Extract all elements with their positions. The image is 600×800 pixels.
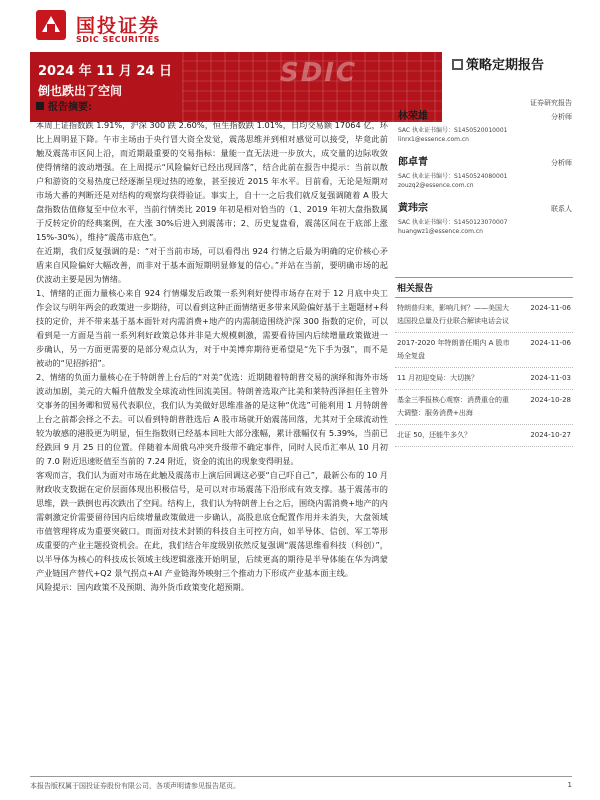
- report-title: 倒也跌出了空间: [38, 84, 123, 98]
- analyst-name: 林荣雄: [398, 111, 428, 122]
- analyst-card: [398, 107, 572, 143]
- paragraph: 客观而言，我们认为面对市场在此触及震荡市上演后回调这必要“自己吓自己”，最新公布的 10 月财政收支数据在定价层面体现出积极信号，是可以对市场震荡下沿形成有效支撑。基于震荡市的思维，跌一跌倒也再次跌出了空间。结构上，我们认为特朗普上台之后，围绕内需消费+地产的内需刺激定价需要留待国内后续增量政策做进一步确认，高股息底仓配置作用并未消失，大盘领域市值管理将成为重要突破口。而面对技术封锁的科技自主可控方向，如半导体、信创、军工等形成重要的产业主题投资机会。在此，我们结合年度级别依然反复强调“震荡思维看科技（科创）”，以半导体为核心的科技成长领域主线逻辑涨涨开始明显，后续更高的期待是半导体能在华为鸿蒙产业链国产替代+Q2 景气拐点+AI 产业链海外映射三个推动力下形成产业基本面主线。: [36, 470, 388, 578]
- related-report-item[interactable]: [395, 333, 573, 368]
- analyst-role: 分析师: [551, 159, 572, 167]
- related-report-item[interactable]: [395, 298, 573, 333]
- paragraph: 本周上证指数跌 1.91%，沪深 300 跌 2.60%，恒生指数跌 1.01%，日均交易额 17064 亿，环比上周明显下降。午市主场由于央行冒大资全发觉，震荡思维并到相对感觉可以接受，毕竟此前触及震荡市区间上沿，而近期最重要的交易指标：量能一直无法进一步放大，成交量的边际收敛使得情绪的波动增强。在上周提示“风险偏好已经出现回落”，结合此前在报告中提示：当前以散户和游资的交易热度已经逐渐呈现过热的迹象，甚至接近 2015 年水平。目前看，无论是短期对市场大番的判断还是对结构的观察均获得验证。事实上，自十一之后我们就反复强调随着 A 股大盘指数估值修复至中位水平，当前行情类比 2019 年初是相对恰当的（1、2019 年初大盘指数属于反转定价的经典案例，在大涨 30%后进入到震荡市；2、历史复盘看，震荡区间在于底部上涨 15%-30%），维持“震荡市底色”。: [36, 120, 388, 242]
- report-type-label: 策略定期报告: [466, 58, 545, 73]
- related-reports-title: 相关报告: [395, 277, 573, 298]
- analyst-card: [398, 199, 572, 235]
- paragraph: 在近期，我们反复强调的是：“对于当前市场，可以看得出 924 行情之后最为明确的定价核心矛盾来自风险偏好大幅改善，而非对于基本面短期明显修复的信心。”并站在当前，要明确市场的起伏波动主要是因为情绪。: [36, 246, 388, 284]
- related-report-date: 2024-11-06: [530, 339, 571, 347]
- analyst-role: 联系人: [551, 205, 572, 213]
- paragraph: 2、情绪的负面力量核心在于特朗普上台后的“对美”优选：近期随着特朗普交易的演绎和海外市场波动加剧，美元的大幅升值散发全球流动性回流美国。特朗普选取产比美和莱特西泽担任主管外交事务的国务卿和贸易代表职位，我们认为美做好思维准备的是这种“优选”可能利用 1 月特朗普上台之前都会择之不去。可以看到特朗普胜选后 A 股市场就开始震荡回落，尤其对于全球流动性较为敏感的港股更为明显，恒生指数则已经基本回吐大部分涨幅，累计涨幅仅有 5.39%，当前已经跌回 9 月 25 日的位置。伴随着本周俄乌冲突升级带不确定事件，同时人民币汇率从 10 月初的 7.0 附近迅速贬值至当前的 7.24 附近，资金的流出的现象变得明显。: [36, 372, 388, 466]
- logo-text: 国投证券: [76, 15, 161, 37]
- analyst-list: [398, 107, 572, 245]
- company-logo: [36, 8, 196, 48]
- paragraph: 1、情绪的正面力量核心来自 924 行情爆发后政策一系列利好使得市场存在对于 12 月底中央工作会议与明年两会的政策进一步期待，可以看到这种正面情绪更多带来风险偏好基于主题题材+科技的定价，并不带来基于基本面针对内需消费+地产的内需制造围绕沪深 300 指数的定价，可以看到是一方面是当前一系列利好政策总体并非是大规模刺激，需要看待国内后续增量政策做进一步确认，另一方面更需要的是部分观点认为，对于中美博弈期待更希望是“先下手为强”，而不是被动的“见招拆招”。: [36, 288, 388, 368]
- analyst-cert: SAC 执业证书编号：S1450123070007: [398, 219, 508, 226]
- related-reports: [395, 277, 573, 447]
- related-report-date: 2024-10-27: [530, 431, 571, 439]
- related-report-title[interactable]: 北证 50，还能牛多久？: [397, 431, 472, 439]
- square-icon: [452, 59, 463, 70]
- related-report-date: 2024-11-06: [530, 304, 571, 312]
- analyst-email[interactable]: zouzq2@essence.com.cn: [398, 182, 474, 189]
- bullet-square-icon: [36, 102, 44, 110]
- department-label: 证券研究报告: [530, 99, 572, 107]
- page-number: 1: [567, 781, 572, 789]
- related-report-date: 2024-11-03: [530, 374, 571, 382]
- analyst-email[interactable]: linrx1@essence.com.cn: [398, 136, 469, 143]
- related-report-item[interactable]: [395, 390, 573, 425]
- risk-warning: 风险提示：国内政策不及预期、海外货币政策变化超预期。: [36, 582, 249, 592]
- summary-heading-text: 报告摘要:: [48, 102, 92, 113]
- analyst-email[interactable]: huangwz1@essence.com.cn: [398, 228, 483, 235]
- related-report-title[interactable]: 特朗普归来，影响几何？——美国大选国投总量及行业联合解读电话会议: [397, 304, 509, 325]
- analyst-role: 分析师: [551, 113, 572, 121]
- report-type: [452, 54, 544, 73]
- report-date: 2024 年 11 月 24 日: [38, 64, 172, 79]
- logo-mark-icon: [36, 10, 66, 40]
- analyst-cert: SAC 执业证书编号：S1450524080001: [398, 173, 508, 180]
- banner-watermark: SDIC: [280, 58, 358, 88]
- related-report-date: 2024-10-28: [530, 396, 571, 404]
- related-report-title[interactable]: 11 月初迎变局：大切换？: [397, 374, 479, 382]
- logo-subtitle: SDIC SECURITIES: [76, 35, 160, 44]
- analyst-name: 郎卓青: [398, 157, 428, 168]
- summary-body: [36, 118, 388, 594]
- related-report-item[interactable]: [395, 368, 573, 390]
- summary-heading: [36, 98, 92, 113]
- footer-disclaimer: 本报告版权属于国投证券股份有限公司，各项声明请参见报告尾页。: [30, 782, 240, 790]
- related-report-title[interactable]: 2017-2020 年特朗普任期内 A 股市场全复盘: [397, 339, 510, 360]
- analyst-cert: SAC 执业证书编号：S1450520010001: [398, 127, 508, 134]
- related-report-item[interactable]: [395, 425, 573, 447]
- analyst-name: 黄玮宗: [398, 203, 428, 214]
- analyst-card: [398, 153, 572, 189]
- footer-divider: [30, 776, 572, 777]
- related-report-title[interactable]: 基金三季报核心观察：消费重仓的重大调整：服务消费+出海: [397, 396, 509, 417]
